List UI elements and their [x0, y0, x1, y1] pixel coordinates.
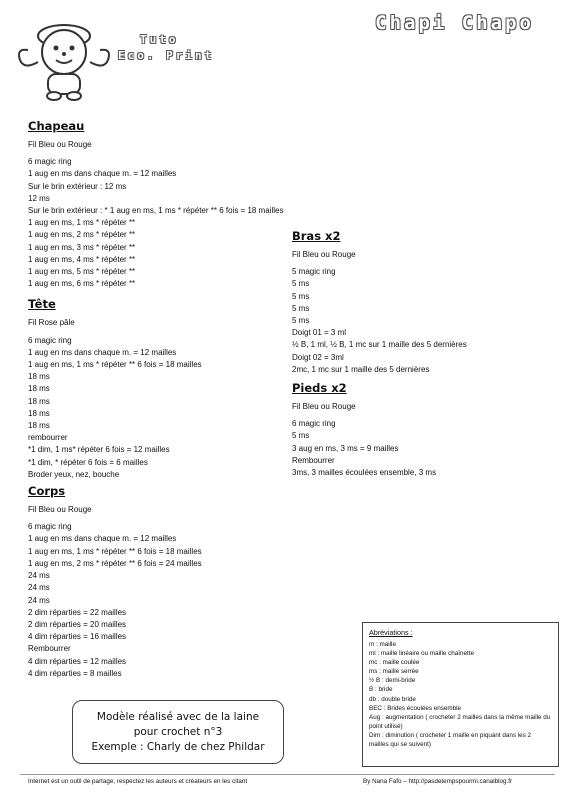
chapeau-row: Sur le brin extérieur : 12 ms	[28, 181, 127, 191]
abbreviation-item: ml : maille linéaire ou maille chaînette	[369, 650, 474, 658]
corps-row: 2 dim réparties = 20 mailles	[28, 619, 127, 629]
model-info-box	[72, 700, 284, 764]
tete-row: Broder yeux, nez, bouche	[28, 469, 120, 479]
tete-row: 1 aug en ms, 1 ms * répéter ** 6 fois = 18 mailles	[28, 360, 202, 370]
corps-row: 1 aug en ms, 1 ms * répéter ** 6 fois = 18 mailles	[28, 546, 202, 556]
bras-row: 2mc, 1 mc sur 1 maille des 5 dernières	[292, 364, 430, 374]
pieds-row: 3 aug en ms, 3 ms = 9 mailles	[292, 443, 399, 453]
chapeau-row: 1 aug en ms, 2 ms * répéter **	[28, 230, 136, 240]
abbreviation-item: mc : maille coulée	[369, 659, 420, 667]
model-line-1: Modèle réalisé avec de la laine	[96, 710, 260, 723]
chapeau-row: 1 aug en ms, 1 ms * répéter **	[28, 218, 136, 228]
corps-row: 1 aug en ms dans chaque m. = 12 mailles	[28, 534, 177, 544]
bras-yarn: Fil Bleu ou Rouge	[292, 250, 356, 259]
tete-row: *1 dim, * répéter 6 fois = 6 mailles	[28, 457, 148, 467]
tete-row: 18 ms	[28, 384, 50, 394]
pieds-heading: Pieds x2	[292, 381, 347, 395]
tete-row: 18 ms	[28, 372, 50, 382]
pieds-row: Rembourrer	[292, 455, 335, 465]
tete-row: 1 aug en ms dans chaque m. = 12 mailles	[28, 347, 177, 357]
bras-row: Doigt 02 = 3ml	[292, 352, 344, 362]
corps-row: 6 magic ring	[28, 522, 72, 532]
tuto-line-2: Eco. Print	[118, 49, 215, 62]
corps-row: 24 ms	[28, 583, 50, 593]
tuto-eco-print-label	[118, 32, 214, 64]
tete-heading: Tête	[28, 297, 56, 312]
corps-row: 4 dim réparties = 12 mailles	[28, 656, 127, 666]
abbreviation-item: m : maille	[369, 641, 396, 648]
chapeau-row: 6 magic ring	[28, 157, 72, 167]
tete-row: 18 ms	[28, 408, 50, 418]
pieds-row: 6 magic ring	[292, 419, 336, 429]
tuto-line-1: Tuto	[140, 33, 179, 46]
pieds-row: 3ms, 3 mailles écoulées ensemble, 3 ms	[292, 468, 437, 478]
corps-row: Rembourrer	[28, 644, 71, 654]
bras-row: 5 ms	[292, 303, 310, 313]
abbreviation-item: Aug : augmentation ( crocheter 2 mailles dans la même maille du point utilisé)	[369, 713, 551, 730]
chapeau-row: 1 aug en ms dans chaque m. = 12 mailles	[28, 169, 177, 179]
pieds-yarn: Fil Bleu ou Rouge	[292, 402, 356, 411]
abbreviation-item: ½ B : demi-bride	[369, 677, 416, 685]
chapeau-yarn: Fil Bleu ou Rouge	[28, 140, 92, 149]
footer-sharing-note: Internet est un outil de partage, respectez les auteurs et créateurs en les citant	[28, 778, 248, 785]
bras-row: 5 ms	[292, 316, 310, 326]
footer-divider	[20, 774, 555, 775]
corps-heading: Corps	[28, 484, 66, 499]
chapeau-row: 1 aug en ms, 6 ms * répéter **	[28, 279, 136, 289]
bras-heading: Bras x2	[292, 229, 341, 243]
corps-row: 4 dim réparties = 8 mailles	[28, 668, 122, 678]
pieds-section	[292, 380, 436, 479]
abbreviation-item: B : bride	[369, 686, 393, 694]
tete-row: 18 ms	[28, 396, 50, 406]
tete-yarn: Fil Rose pâle	[28, 318, 75, 328]
bras-row: 5 ms	[292, 291, 310, 301]
bras-row: Doigt 01 = 3 ml	[292, 328, 347, 338]
chapi-chapo-logo	[14, 12, 114, 102]
abbreviation-item: db : double bride	[369, 695, 416, 703]
left-column	[28, 118, 283, 680]
pieds-row: 5 ms	[292, 431, 310, 441]
bras-row: 5 magic ring	[292, 267, 336, 277]
brand-title: Chapi Chapo	[375, 12, 534, 34]
corps-row: 24 ms	[28, 595, 50, 605]
model-line-3: Exemple : Charly de chez Phildar	[91, 740, 265, 753]
footer-credit-link[interactable]: By Nana Fafo – http://pasdetempspourmi.canalblog.fr	[363, 778, 513, 785]
bras-row: ½ B, 1 ml, ½ B, 1 mc sur 1 maille des 5 dernières	[292, 340, 467, 350]
corps-row: 1 aug en ms, 2 ms * répéter ** 6 fois = 24 mailles	[28, 558, 202, 568]
corps-row: 4 dim réparties = 16 mailles	[28, 632, 127, 642]
tete-row: 6 magic ring	[28, 335, 72, 345]
chapeau-heading: Chapeau	[28, 119, 85, 133]
bras-section	[292, 228, 467, 376]
tete-row: 18 ms	[28, 421, 50, 431]
corps-row: 2 dim réparties = 22 mailles	[28, 607, 127, 617]
chapeau-row: 12 ms	[28, 193, 50, 203]
abbreviation-item: ms : maille serrée	[369, 668, 419, 676]
tete-row: *1 dim, 1 ms* répéter 6 fois = 12 mailles	[28, 445, 170, 455]
abbreviations-title: Abréviations :	[369, 628, 413, 637]
abbreviation-item: Dim : diminution ( crocheter 1 maille en piquant dans les 2 mailles qui se suivent)	[369, 731, 532, 749]
abbreviation-item: BEC : Brides écoulées ensemble	[369, 704, 462, 712]
chapeau-row: 1 aug en ms, 4 ms * répéter **	[28, 254, 136, 264]
abbreviations-box	[362, 622, 559, 767]
chapeau-row: Sur le brin extérieur : * 1 aug en ms, 1 ms * répéter ** 6 fois = 18 mailles	[28, 206, 284, 216]
tete-row: rembourrer	[28, 433, 68, 443]
chapeau-row: 1 aug en ms, 3 ms * répéter **	[28, 242, 136, 252]
corps-yarn: Fil Bleu ou Rouge	[28, 505, 92, 515]
chapeau-row: 1 aug en ms, 5 ms * répéter **	[28, 267, 136, 277]
model-line-2: pour crochet n°3	[133, 725, 223, 738]
corps-row: 24 ms	[28, 571, 50, 581]
bras-row: 5 ms	[292, 279, 310, 289]
